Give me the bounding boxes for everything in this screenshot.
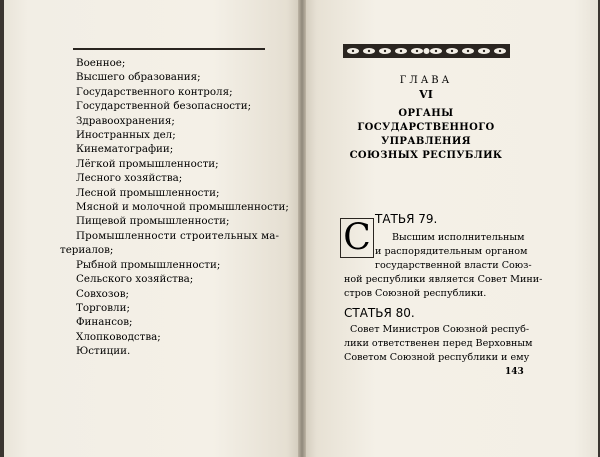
list-item: Сельского хозяйства;: [76, 273, 194, 286]
list-item: Здравоохранения;: [76, 114, 175, 127]
list-item: Высшего образования;: [76, 71, 201, 84]
list-item: Промышленности строительных ма-: [76, 229, 280, 242]
list-item: Совхозов;: [76, 287, 129, 300]
list-item: Иностранных дел;: [76, 129, 176, 142]
top-rule: [73, 48, 265, 50]
list-item: Кинематографии;: [76, 143, 174, 156]
article-79-line: государственной власти Союз-: [375, 260, 532, 271]
chapter-number: VI: [419, 88, 433, 101]
list-item: Государственной безопасности;: [76, 100, 252, 113]
article-80-line: Совет Министров Союзной респуб-: [350, 324, 530, 335]
article-79-heading: ТАТЬЯ 79.: [375, 212, 438, 226]
list-item: Государственного контроля;: [76, 85, 233, 98]
list-item-continuation: териалов;: [60, 244, 114, 257]
article-80-heading: СТАТЬЯ 80.: [344, 306, 415, 320]
book-gutter: [298, 0, 306, 457]
chapter-title-line: ОРГАНЫ: [398, 108, 454, 119]
list-item: Хлопководства;: [76, 330, 161, 343]
list-item: Юстиции.: [76, 345, 131, 358]
chapter-title: [334, 107, 518, 163]
article-79-line: ной республики является Совет Мини-: [344, 274, 543, 285]
list-item: Лесной промышленности;: [76, 186, 220, 199]
ornament-band-icon: [343, 44, 510, 58]
article-80-line: Советом Союзной республики и ему: [344, 352, 530, 363]
list-item: Военное;: [76, 57, 126, 69]
list-item: Финансов;: [76, 316, 133, 329]
list-item: Мясной и молочной промышленности;: [76, 201, 289, 214]
list-item: Лесного хозяйства;: [76, 172, 183, 185]
list-item: Рыбной промышленности;: [76, 258, 221, 271]
list-item: Лёгкой промышленности;: [76, 157, 219, 170]
article-79-line: Высшим исполнительным: [392, 232, 525, 243]
drop-cap: С: [340, 218, 374, 258]
list-item: Торговли;: [76, 301, 130, 314]
page-number: 143: [505, 367, 524, 377]
article-79-line: стров Союзной республики.: [344, 288, 487, 299]
list-item: Пищевой промышленности;: [76, 215, 230, 228]
chapter-title-line: ГОСУДАРСТВЕННОГО УПРАВЛЕНИЯ: [357, 122, 495, 147]
chapter-title-line: СОЮЗНЫХ РЕСПУБЛИК: [349, 150, 503, 161]
article-79-line: и распорядительным органом: [375, 246, 528, 257]
article-80-line: лики ответственен перед Верховным: [344, 338, 533, 349]
ministries-list: [60, 56, 289, 359]
chapter-label: ГЛАВА: [399, 75, 453, 86]
